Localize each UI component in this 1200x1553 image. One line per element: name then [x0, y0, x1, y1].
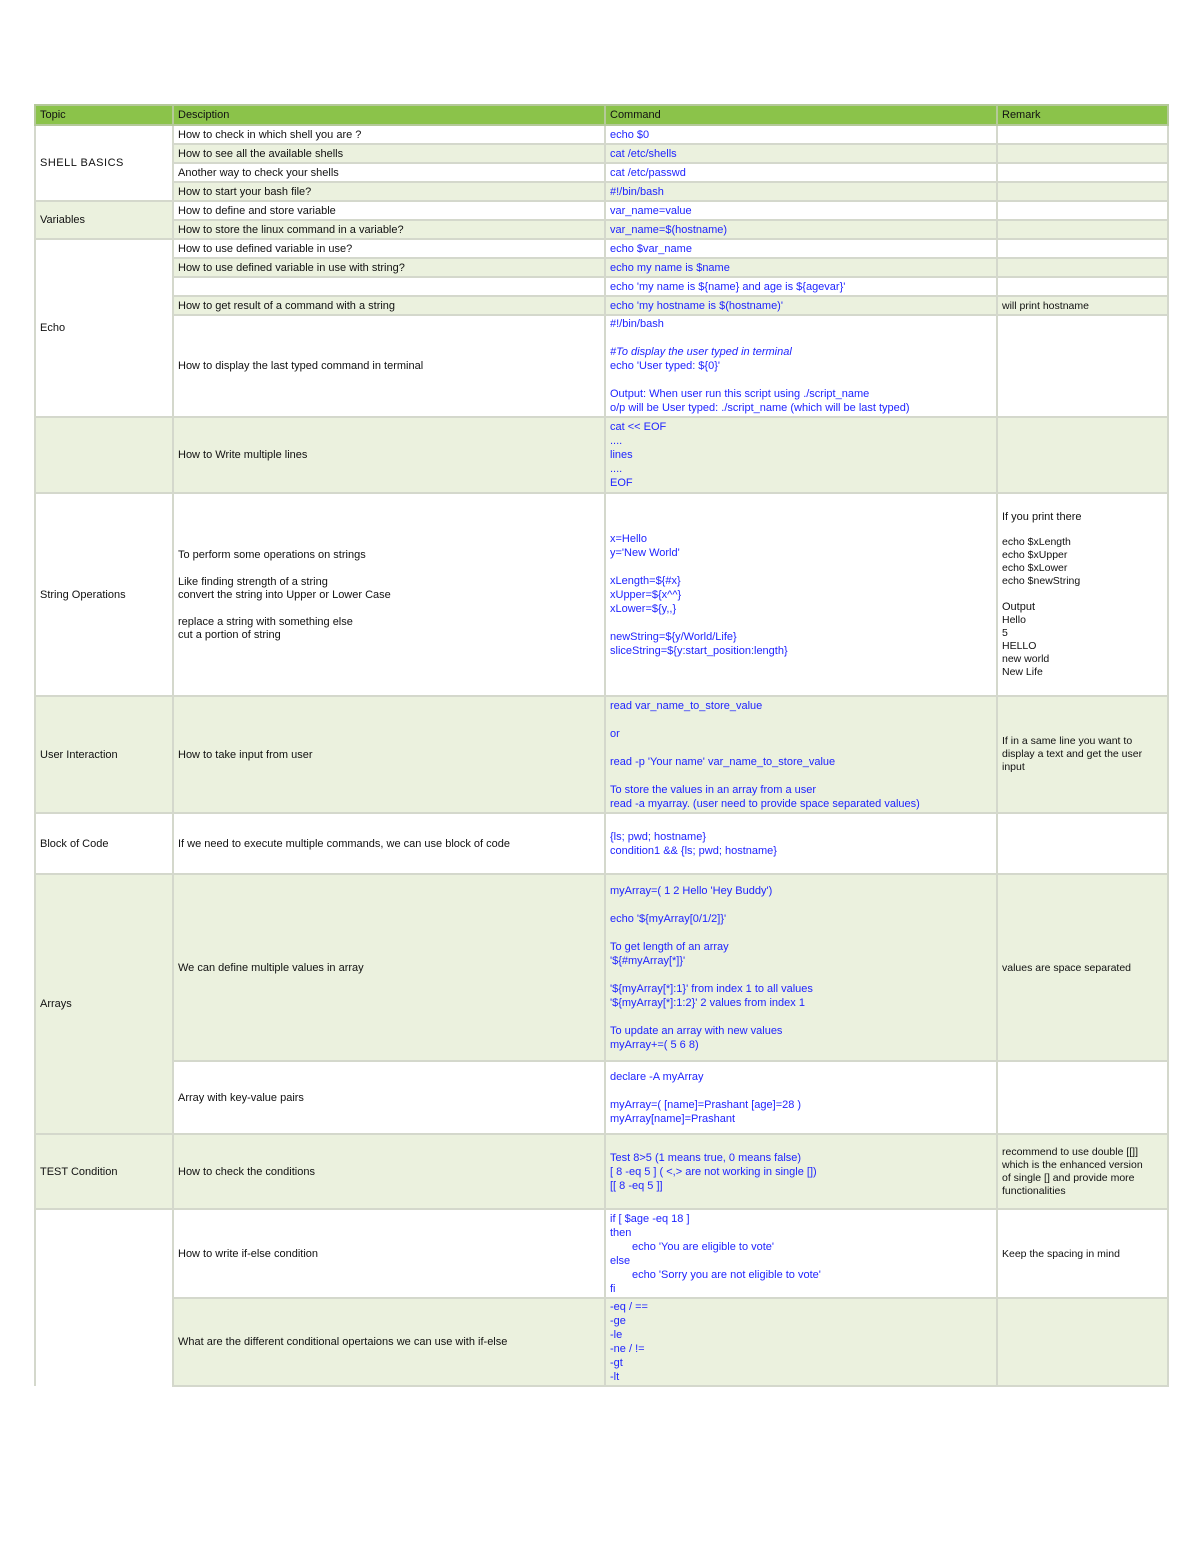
- remark-cell[interactable]: [997, 1061, 1168, 1134]
- command-line: [610, 926, 992, 940]
- description-cell[interactable]: We can define multiple values in array: [173, 874, 605, 1061]
- remark-cell[interactable]: [997, 493, 1168, 696]
- command-line: myArray=( [name]=Prashant [age]=28 ): [610, 1098, 802, 1111]
- command-cell[interactable]: [605, 696, 997, 813]
- description-line: [178, 602, 600, 616]
- command-line: then: [610, 1226, 632, 1239]
- command-line: EOF: [610, 477, 633, 489]
- description-cell[interactable]: How to use defined variable in use?: [173, 239, 605, 258]
- remark-cell[interactable]: [997, 201, 1168, 220]
- command-line: xLength=${#x}: [610, 574, 681, 587]
- command-line: o/p will be User typed: ./script_name (which will be last typed): [610, 402, 910, 414]
- table-row: [35, 1298, 1168, 1386]
- command-line: To get length of an array: [610, 940, 729, 953]
- command-line: read var_name_to_store_value: [610, 699, 763, 712]
- remark-cell[interactable]: Keep the spacing in mind: [997, 1209, 1168, 1298]
- command-line: -ge: [610, 1315, 626, 1327]
- table-row: [35, 201, 1168, 220]
- command-line: myArray[name]=Prashant: [610, 1112, 736, 1125]
- command-line: [[ 8 -eq 5 ]]: [610, 1179, 663, 1192]
- command-line: '${#myArray[*]}': [610, 954, 686, 967]
- remark-cell[interactable]: [997, 813, 1168, 874]
- remark-cell[interactable]: [997, 239, 1168, 258]
- table-row: [35, 417, 1168, 493]
- description-cell[interactable]: How to see all the available shells: [173, 144, 605, 163]
- header-row: [35, 105, 1168, 125]
- command-cell[interactable]: var_name=value: [605, 201, 997, 220]
- remark-line: functionalities: [1002, 1184, 1066, 1197]
- remark-cell[interactable]: [997, 696, 1168, 813]
- table-row: [35, 239, 1168, 258]
- header-command[interactable]: Command: [605, 105, 997, 125]
- command-line: [610, 331, 992, 345]
- remark-line: which is the enhanced version: [1002, 1158, 1143, 1171]
- table-row: [35, 493, 1168, 696]
- topic-block-of-code[interactable]: Block of Code: [35, 813, 173, 874]
- command-line: x=Hello: [610, 532, 647, 545]
- remark-line: echo $xLower: [1002, 562, 1068, 574]
- command-line: declare -A myArray: [610, 1070, 704, 1083]
- command-line: [610, 741, 992, 755]
- command-line: newString=${y/World/Life}: [610, 630, 737, 643]
- command-line: -ne / !=: [610, 1343, 645, 1355]
- command-cell[interactable]: var_name=$(hostname): [605, 220, 997, 239]
- command-line: [610, 968, 992, 982]
- command-cell[interactable]: echo 'my hostname is $(hostname)': [605, 296, 997, 315]
- description-cell[interactable]: How to get result of a command with a string: [173, 296, 605, 315]
- command-line: -eq / ==: [610, 1301, 648, 1313]
- description-line: cut a portion of string: [178, 628, 281, 641]
- topic-arrays[interactable]: Arrays: [35, 874, 173, 1134]
- command-line: y='New World': [610, 546, 680, 559]
- command-line: Output: When user run this script using ./script_name: [610, 388, 870, 400]
- command-line: myArray=( 1 2 Hello 'Hey Buddy'): [610, 884, 773, 897]
- command-cell[interactable]: [605, 874, 997, 1061]
- command-cell[interactable]: echo $0: [605, 125, 997, 144]
- remark-line: echo $xUpper: [1002, 549, 1068, 561]
- remark-cell[interactable]: [997, 1298, 1168, 1386]
- command-line: sliceString=${y:start_position:length}: [610, 644, 788, 657]
- remark-line: recommend to use double [[]]: [1002, 1145, 1138, 1158]
- command-line: echo 'You are eligible to vote': [632, 1240, 775, 1253]
- description-cell[interactable]: [173, 277, 605, 296]
- remark-cell[interactable]: [997, 277, 1168, 296]
- command-cell[interactable]: [605, 315, 997, 417]
- description-cell[interactable]: How to display the last typed command in terminal: [173, 315, 605, 417]
- command-line: condition1 && {ls; pwd; hostname}: [610, 844, 777, 857]
- command-line: -le: [610, 1329, 623, 1341]
- description-cell[interactable]: How to use defined variable in use with string?: [173, 258, 605, 277]
- description-cell[interactable]: How to store the linux command in a variable?: [173, 220, 605, 239]
- table-row: [35, 874, 1168, 1061]
- topic-cell-empty[interactable]: [35, 417, 173, 493]
- description-line: Like finding strength of a string: [178, 575, 328, 588]
- command-line: [610, 1084, 992, 1098]
- remark-cell[interactable]: [997, 417, 1168, 493]
- remark-line: echo $newString: [1002, 575, 1081, 587]
- command-cell[interactable]: echo my name is $name: [605, 258, 997, 277]
- remark-line: 5: [1002, 627, 1008, 639]
- topic-user-interaction[interactable]: User Interaction: [35, 696, 173, 813]
- table-row: [35, 696, 1168, 813]
- table-row: [35, 277, 1168, 296]
- command-cell[interactable]: [605, 1061, 997, 1134]
- description-cell[interactable]: How to check in which shell you are ?: [173, 125, 605, 144]
- table-row: [35, 258, 1168, 277]
- command-line: echo '${myArray[0/1/2]}': [610, 912, 727, 925]
- table-row: [35, 1134, 1168, 1209]
- topic-string-operations[interactable]: String Operations: [35, 493, 173, 696]
- command-line: '${myArray[*]:1:2}' 2 values from index 1: [610, 996, 805, 1009]
- command-line: [610, 616, 992, 630]
- command-line: cat << EOF: [610, 421, 667, 433]
- table-row: [35, 1209, 1168, 1298]
- remark-line: [1002, 588, 1163, 600]
- command-line: ....: [610, 463, 623, 475]
- command-cell[interactable]: [605, 1134, 997, 1209]
- command-line: xLower=${y,,}: [610, 602, 677, 615]
- command-line: read -p 'Your name' var_name_to_store_value: [610, 755, 836, 768]
- command-line: [ 8 -eq 5 ] ( <,> are not working in single []): [610, 1165, 817, 1178]
- command-line: fi: [610, 1282, 616, 1295]
- remark-cell[interactable]: [997, 258, 1168, 277]
- description-cell[interactable]: [173, 493, 605, 696]
- header-topic[interactable]: Topic: [35, 105, 173, 125]
- command-line: #To display the user typed in terminal: [610, 346, 792, 358]
- table-row: [35, 125, 1168, 144]
- topic-shell-basics[interactable]: SHELL BASICS: [35, 125, 173, 201]
- description-cell[interactable]: How to write if-else condition: [173, 1209, 605, 1298]
- remark-line: New Life: [1002, 666, 1043, 678]
- table-row: [35, 182, 1168, 201]
- command-line: '${myArray[*]:1}' from index 1 to all values: [610, 982, 813, 995]
- command-cell[interactable]: [605, 417, 997, 493]
- command-cell[interactable]: cat /etc/passwd: [605, 163, 997, 182]
- header-description[interactable]: Desciption: [173, 105, 605, 125]
- remark-cell[interactable]: [997, 182, 1168, 201]
- remark-line: input: [1002, 761, 1025, 773]
- command-line: Test 8>5 (1 means true, 0 means false): [610, 1151, 802, 1164]
- topic-variables[interactable]: Variables: [35, 201, 173, 239]
- remark-line: [1002, 524, 1163, 536]
- remark-line: If you print there: [1002, 511, 1082, 523]
- command-line: [610, 713, 992, 727]
- command-line: {ls; pwd; hostname}: [610, 830, 707, 843]
- command-reference-sheet: [34, 104, 1167, 1387]
- command-line: read -a myarray. (user need to provide space separated values): [610, 797, 920, 810]
- remark-cell[interactable]: [997, 163, 1168, 182]
- description-cell[interactable]: How to define and store variable: [173, 201, 605, 220]
- description-cell[interactable]: Another way to check your shells: [173, 163, 605, 182]
- topic-test-condition[interactable]: TEST Condition: [35, 1134, 173, 1209]
- command-line: lines: [610, 449, 633, 461]
- command-cell[interactable]: #!/bin/bash: [605, 182, 997, 201]
- remark-line: new world: [1002, 653, 1050, 665]
- command-line: myArray+=( 5 6 8): [610, 1038, 699, 1051]
- command-cell[interactable]: echo $var_name: [605, 239, 997, 258]
- command-line: [610, 769, 992, 783]
- remark-cell[interactable]: [997, 125, 1168, 144]
- table-row: [35, 296, 1168, 315]
- remark-line: Hello: [1002, 614, 1026, 626]
- command-line: or: [610, 727, 620, 740]
- command-line: [610, 560, 992, 574]
- remark-cell[interactable]: will print hostname: [997, 296, 1168, 315]
- table-row: [35, 1061, 1168, 1134]
- description-line: replace a string with something else: [178, 615, 353, 628]
- description-cell[interactable]: How to take input from user: [173, 696, 605, 813]
- command-line: #!/bin/bash: [610, 318, 664, 330]
- command-line: echo 'Sorry you are not eligible to vote': [632, 1268, 821, 1281]
- remark-line: echo $xLength: [1002, 536, 1071, 548]
- command-cell[interactable]: [605, 813, 997, 874]
- description-cell[interactable]: What are the different conditional opertaions we can use with if-else: [173, 1298, 605, 1386]
- remark-line: of single [] and provide more: [1002, 1171, 1135, 1184]
- command-line: [610, 1010, 992, 1024]
- command-cell[interactable]: [605, 1209, 997, 1298]
- command-line: -gt: [610, 1357, 623, 1369]
- command-line: -lt: [610, 1371, 620, 1383]
- table-row: [35, 315, 1168, 417]
- command-line: To update an array with new values: [610, 1024, 783, 1037]
- command-line: [610, 373, 992, 387]
- description-cell[interactable]: How to Write multiple lines: [173, 417, 605, 493]
- remark-cell[interactable]: [997, 1134, 1168, 1209]
- remark-line: Output: [1002, 601, 1036, 613]
- topic-echo[interactable]: Echo: [35, 239, 173, 417]
- table-row: [35, 220, 1168, 239]
- description-line: convert the string into Upper or Lower Case: [178, 588, 391, 601]
- command-cell[interactable]: [605, 1298, 997, 1386]
- topic-cell-empty[interactable]: [35, 1209, 173, 1386]
- remark-line: If in a same line you want to: [1002, 735, 1133, 747]
- remark-cell[interactable]: [997, 315, 1168, 417]
- command-cell[interactable]: echo 'my name is ${name} and age is ${agevar}': [605, 277, 997, 296]
- remark-cell[interactable]: [997, 220, 1168, 239]
- command-line: ....: [610, 435, 623, 447]
- command-cell[interactable]: [605, 493, 997, 696]
- remark-line: display a text and get the user: [1002, 748, 1143, 760]
- remark-cell[interactable]: [997, 144, 1168, 163]
- command-line: else: [610, 1254, 631, 1267]
- description-line: [178, 562, 600, 576]
- header-remark[interactable]: Remark: [997, 105, 1168, 125]
- remark-cell[interactable]: values are space separated: [997, 874, 1168, 1061]
- remark-line: HELLO: [1002, 640, 1037, 652]
- table-row: [35, 144, 1168, 163]
- description-cell[interactable]: If we need to execute multiple commands, we can use block of code: [173, 813, 605, 874]
- description-cell[interactable]: Array with key-value pairs: [173, 1061, 605, 1134]
- table-row: [35, 163, 1168, 182]
- command-line: [610, 898, 992, 912]
- table-row: [35, 813, 1168, 874]
- description-line: To perform some operations on strings: [178, 548, 366, 561]
- command-line: if [ $age -eq 18 ]: [610, 1212, 690, 1225]
- command-line: To store the values in an array from a user: [610, 783, 817, 796]
- description-cell[interactable]: How to check the conditions: [173, 1134, 605, 1209]
- reference-table: [34, 104, 1169, 1387]
- command-line: xUpper=${x^^}: [610, 588, 682, 601]
- command-line: echo 'User typed: ${0}': [610, 360, 720, 372]
- description-cell[interactable]: How to start your bash file?: [173, 182, 605, 201]
- command-cell[interactable]: cat /etc/shells: [605, 144, 997, 163]
